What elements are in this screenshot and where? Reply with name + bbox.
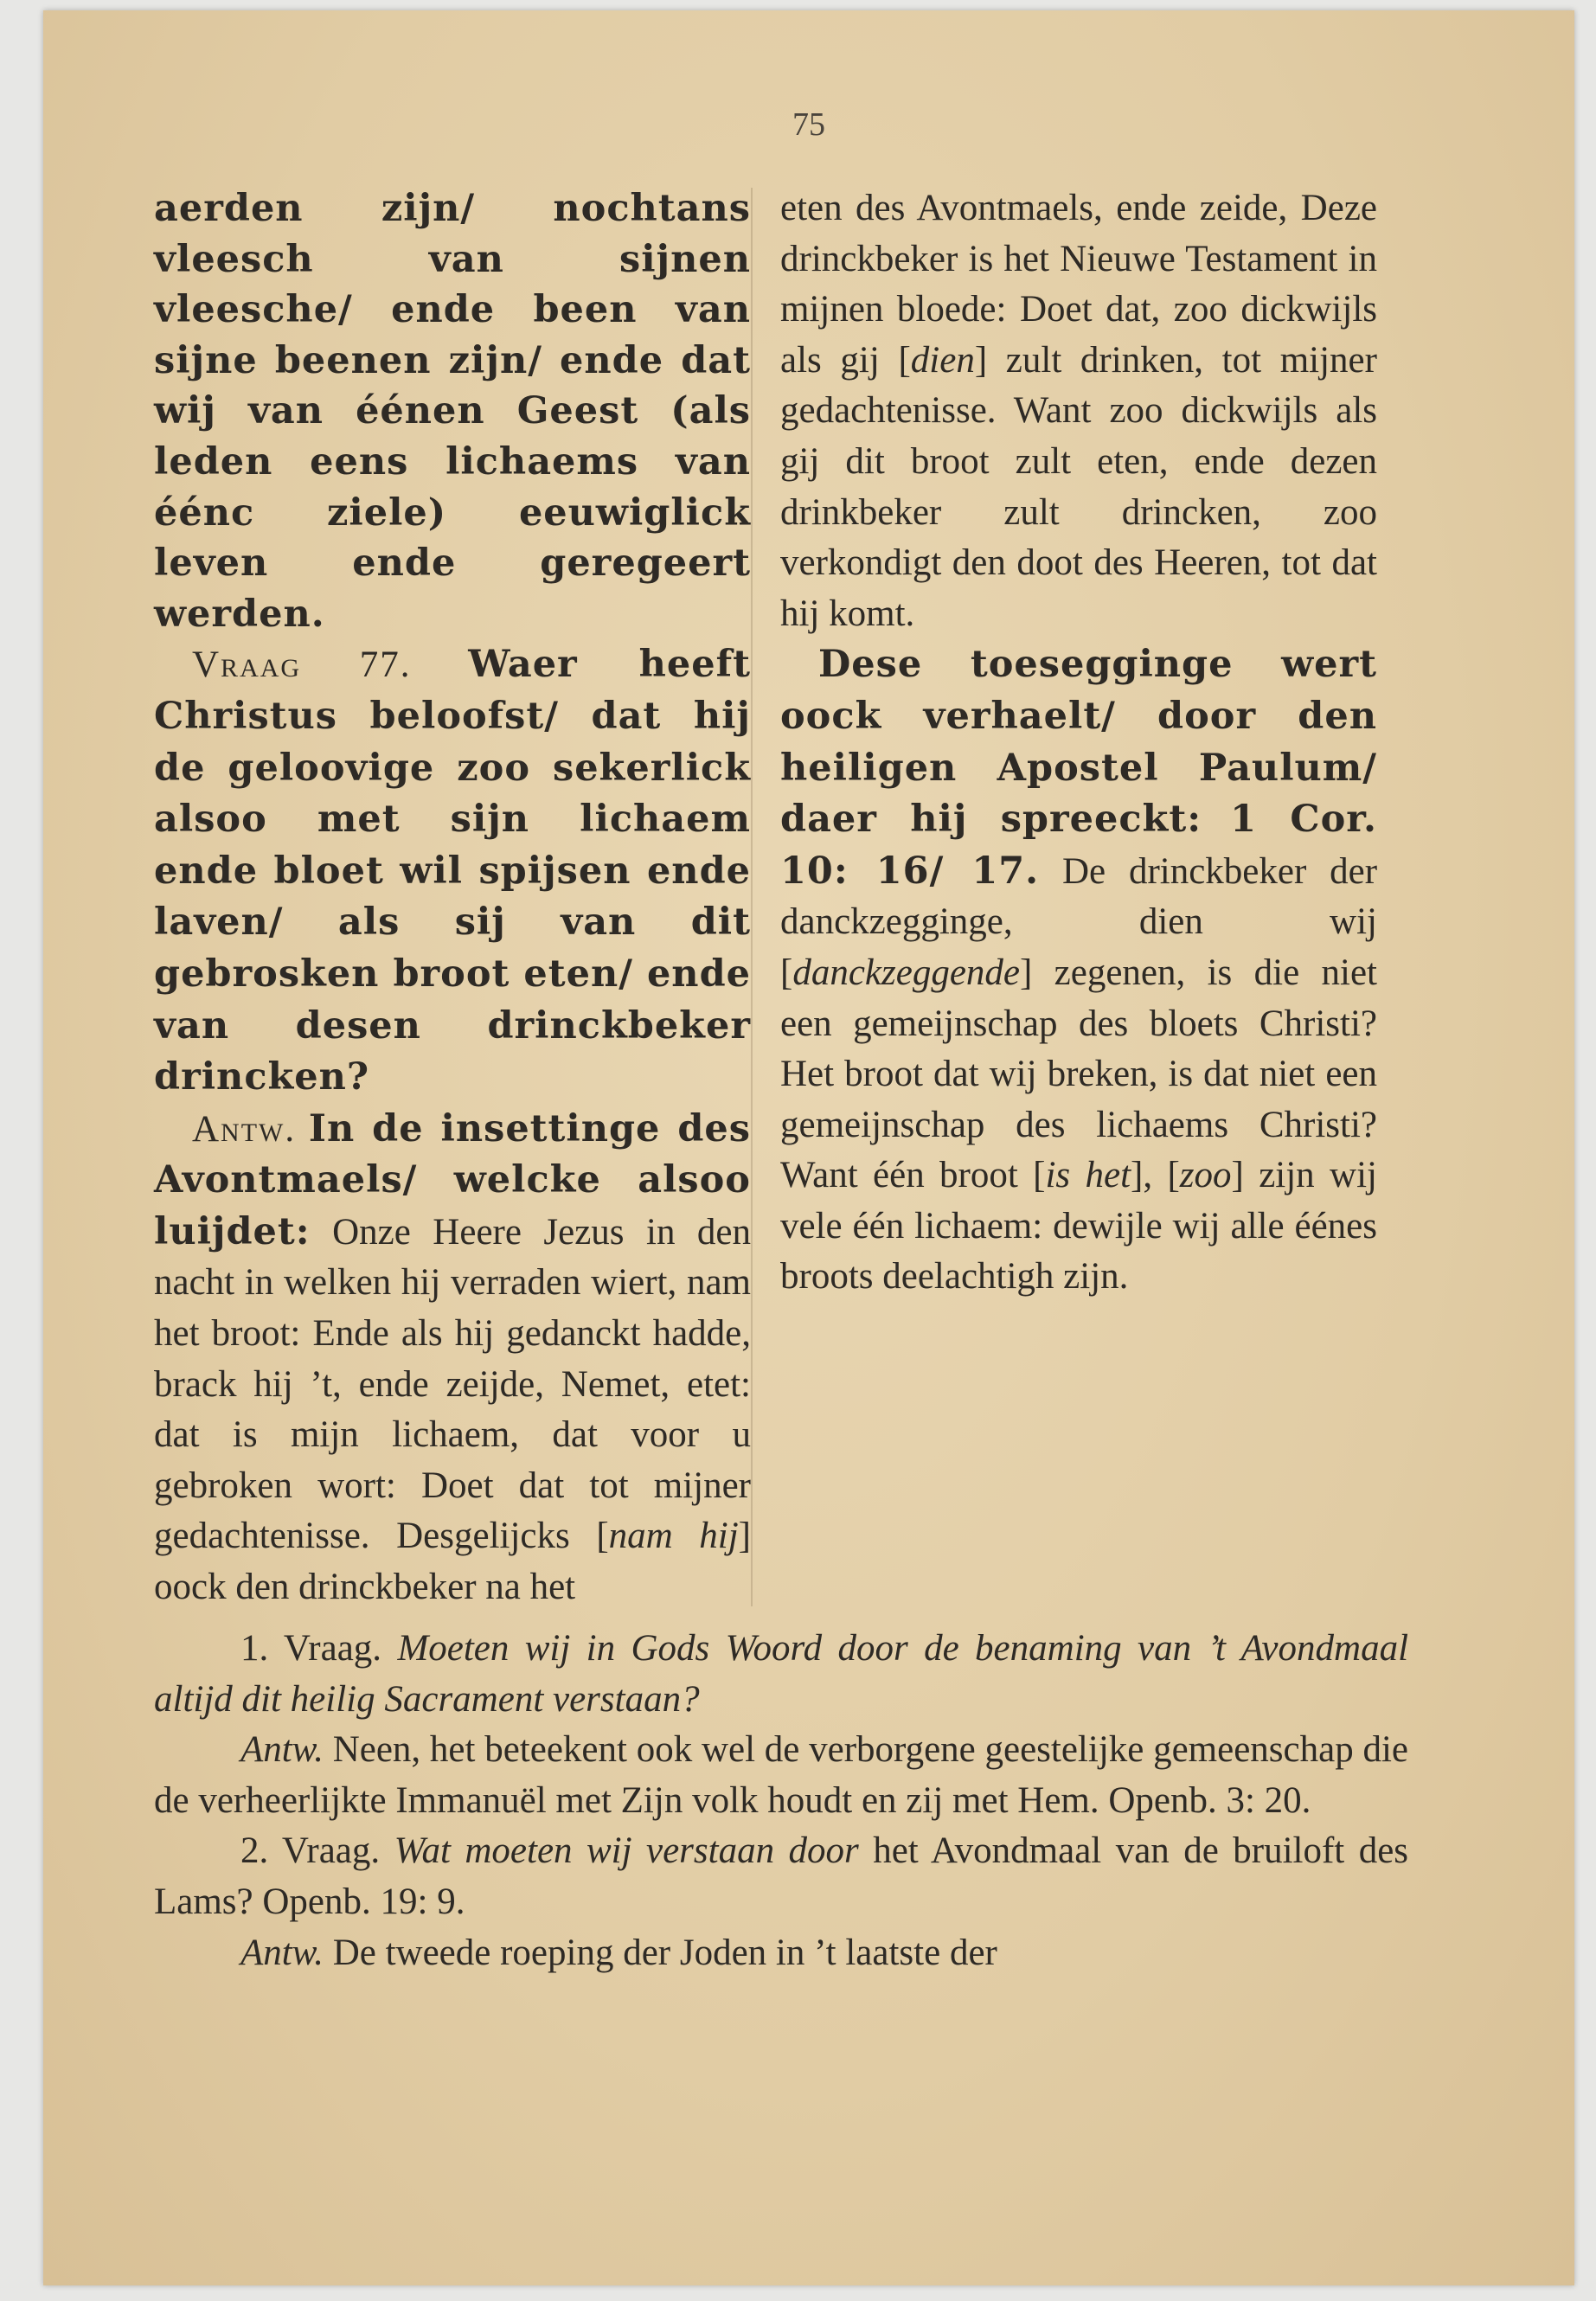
note-1-answer-label: Antw. [240,1729,324,1771]
note-1-question-text: Moeten wij in Gods Woord door de benaming van ’t Avondmaal altijd dit heilig Sacrament verstaan? [154,1628,1409,1720]
footnotes [154,1624,1408,1978]
note-2-question-text: Wat moeten wij verstaan door [394,1830,859,1872]
right-p2-text-b: zegenen, is die niet een gemeijnschap des bloets Christi? Het broot dat wij breken, is dat niet een gemeijnschap des lichaems Christi? Want één broot [780,952,1377,1196]
right-column [780,183,1377,1303]
column-divider [751,188,753,1606]
answer-tail-text: oock den drinckbeker na het [154,1567,576,1608]
right-p2-text-a: De drinckbeker der danckzegginge, dien wij [780,850,1378,943]
answer-roman-text: Onze Heere Jezus in den nacht in welken hij verraden wiert, nam het broot: Ende als hij gedanckt hadde, brack hij ’t, ende zeijde, Nemet, etet: dat is mijn lichaem, dat voor u gebroken wort: Doet dat tot mijner gedachtenisse. Desgelijcks [154,1211,751,1557]
question-77-label: Vraag 77. [192,644,412,686]
question-77-text: Waer heeft Christus beloofst/ dat hij de geloovige zoo sekerlick alsoo met sijn lichaem ende bloet wil spijsen ende laven/ als sij van dit gebrosken broot eten/ ende van desen drinckbeker drincken? [154,643,751,1099]
right-p2-text-c: zijn wij vele één lichaem: dewijle wij alle éénes broots deelachtigh zijn. [780,1155,1377,1298]
right-p1-italic-insert: dien [910,339,975,381]
right-p1-text-b: zult drinken, tot mijner gedachtenisse. Want zoo dickwijls als gij dit broot zult eten, ende dezen drinkbeker zult drincken, zoo verkondigt den doot des Heeren, tot dat hij komt. [780,339,1377,634]
answer-77: Antw. In de insettinge des Avontmaels/ welcke alsoo luijdet: Onze Heere Jezus in den nacht in welken hij verraden wiert, nam het broot: Ende als hij gedanckt hadde, brack hij ’t, ende zeijde, Nemet, etet: dat is mijn lichaem, dat voor u gebroken wort: Doet dat tot mijner gedachtenisse. Desgelijcks [nam hij] oock den drinckbeker na het [154,1106,751,1608]
answer-fraktur-text: In de insettinge des Avontmaels/ welcke alsoo luijdet: [154,1106,751,1253]
right-p2-italic-insert-3: zoo [1179,1155,1232,1196]
question-77 [154,639,751,1103]
note-1-answer [154,1725,1408,1826]
note-2-question-rest: het Avondmaal van de bruiloft des Lams? Openb. 19: 9. [154,1830,1409,1922]
book-page [43,10,1574,2285]
right-p2-italic-insert-2: is het [1045,1155,1131,1196]
answer-label: Antw. [192,1108,297,1150]
note-2-answer-label: Antw. [240,1932,324,1973]
note-1-question [154,1624,1408,1725]
left-column [154,183,751,1613]
right-p1-text-a: eten des Avontmaels, ende zeide, Deze drinckbeker is het Nieuwe Testament in mijnen bloede: Doet dat, zoo dickwijls als gij [780,188,1377,381]
note-2-answer-text: De tweede roeping der Joden in ’t laatste der [332,1932,997,1973]
note-2-question [154,1826,1408,1927]
right-p2-fraktur-text: Dese toesegginge wert oock verhaelt/ door den heiligen Apostel Paulum/ daer hij spreeckt: [780,643,1377,842]
right-paragraph-1: eten des Avontmaels, ende zeide, Deze drinckbeker is het Nieuwe Testament in mijnen bloede: Doet dat, zoo dickwijls als gij [dien] zult drinken, tot mijner gedachtenisse. Want zoo dickwijls als gij dit broot zult eten, ende dezen drinkbeker zult drincken, zoo verkondigt den doot des Heeren, tot dat hij komt. [780,188,1377,634]
page-number: 75 [792,106,825,143]
left-paragraph-1: aerden zijn/ nochtans vleesch van sijnen vleesche/ ende been van sijne beenen zijn/ ende dat wij van éénen Geest (als leden eens lichaems van éénc ziele) eeuwiglick leven ende geregeert werden. [154,187,751,636]
answer-italic-insert: nam hij [608,1516,739,1557]
note-2-label: 2. Vraag. [240,1830,381,1872]
note-2-answer [154,1928,1408,1979]
right-p2-italic-insert-1: danckzeggende [792,952,1020,993]
note-1-answer-text: Neen, het beteekent ook wel de verborgene geestelijke gemeenschap die de verheerlijkte Immanuël met Zijn volk houdt en zij met Hem. Openb. 3: 20. [154,1729,1408,1821]
note-1-label: 1. Vraag. [240,1628,382,1669]
right-paragraph-2: Dese toesegginge wert oock verhaelt/ door den heiligen Apostel Paulum/ daer hij spreeckt: 1 Cor. 10: 16/ 17. De drinckbeker der danckzegginge, dien wij [danckzeggende] zegenen, is die niet een gemeijnschap des bloets Christi? Het broot dat wij breken, is dat niet een gemeijnschap des lichaems Christi? Want één broot [is het], [zoo] zijn wij vele één lichaem: dewijle wij alle éénes broots deelachtigh zijn. [780,643,1378,1298]
right-p2-reference: 1 Cor. 10: 16/ 17. [780,798,1377,893]
